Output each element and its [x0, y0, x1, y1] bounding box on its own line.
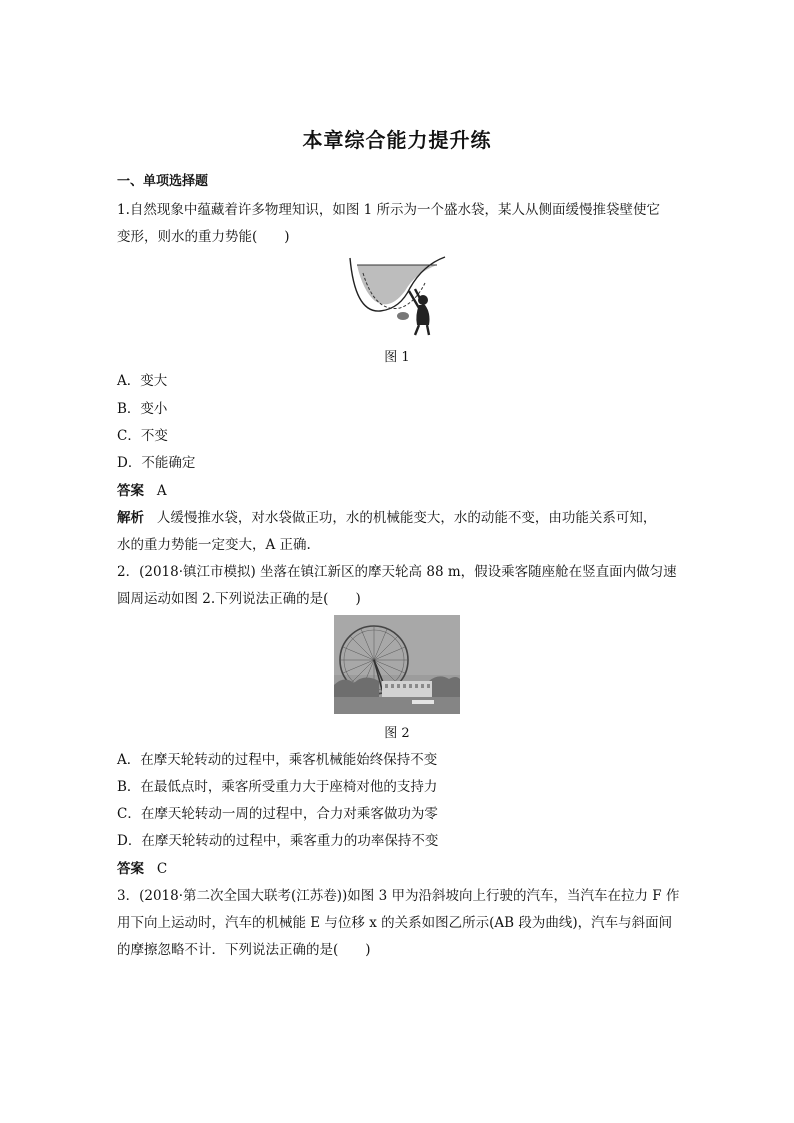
q1-option-d: D．不能确定 [117, 455, 196, 471]
q3-text-line1: 3．(2018·第二次全国大联考(江苏卷))如图 3 甲为沿斜坡向上行驶的汽车，当汽车在拉力 F 作 [117, 888, 680, 904]
q2-option-a: A．在摩天轮转动的过程中，乘客机械能始终保持不变 [117, 752, 438, 768]
q1-analysis-label: 解析 [117, 510, 144, 526]
q2-option-c: C．在摩天轮转动一周的过程中，合力对乘客做功为零 [117, 806, 438, 822]
q2-answer-value: C [156, 861, 168, 877]
water-bag-figure [345, 253, 455, 338]
q1-text-line1: 1.自然现象中蕴藏着许多物理知识，如图 1 所示为一个盛水袋，某人从侧面缓慢推袋壁使它 [117, 202, 661, 218]
q3-text-line3: 的摩擦忽略不计．下列说法正确的是( ) [117, 942, 371, 958]
figure-2-caption: 图 2 [384, 726, 410, 741]
q3-text-line2: 用下向上运动时，汽车的机械能 E 与位移 x 的关系如图乙所示(AB 段为曲线)，汽车与斜面间 [117, 915, 673, 931]
q1-option-a: A．变大 [117, 373, 168, 389]
q1-analysis-line2: 水的重力势能一定变大，A 正确. [117, 537, 311, 553]
q1-answer-value: A [156, 483, 167, 499]
section-heading: 一、单项选择题 [117, 174, 209, 189]
q2-option-d: D．在摩天轮转动的过程中，乘客重力的功率保持不变 [117, 833, 439, 849]
q2-text-line2: 圆周运动如图 2.下列说法正确的是( ) [117, 591, 361, 607]
q1-analysis-text: 人缓慢推水袋，对水袋做正功，水的机械能变大，水的动能不变，由功能关系可知， [156, 510, 657, 526]
q1-answer [117, 481, 682, 501]
q2-answer-label: 答案 [117, 861, 144, 877]
ferris-wheel-photo [334, 615, 460, 714]
figure-1-caption: 图 1 [384, 350, 410, 365]
q1-option-c: C．不变 [117, 428, 168, 444]
q1-text-line2: 变形，则水的重力势能( ) [117, 229, 290, 245]
q2-text-line1: 2．(2018·镇江市模拟) 坐落在镇江新区的摩天轮高 88 m，假设乘客随座舱在竖直面内做匀速 [117, 564, 677, 580]
q1-option-b: B．变小 [117, 401, 168, 417]
q1-analysis-line1 [117, 508, 682, 528]
q1-answer-label: 答案 [117, 483, 144, 499]
q2-answer [117, 859, 682, 879]
page-title: 本章综合能力提升练 [302, 128, 492, 152]
q2-option-b: B．在最低点时，乘客所受重力大于座椅对他的支持力 [117, 779, 438, 795]
